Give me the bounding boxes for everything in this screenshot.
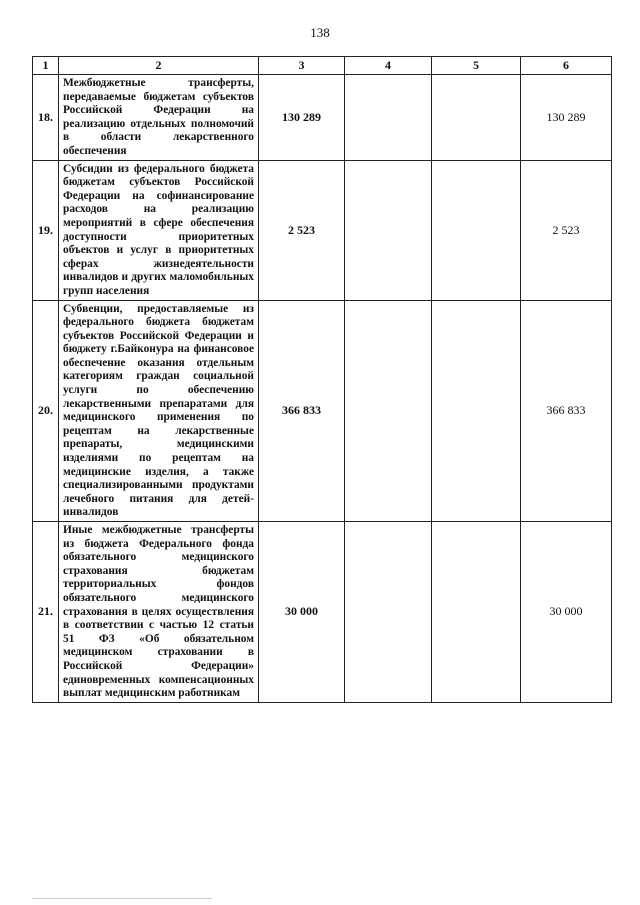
row-value-col6: 2 523 bbox=[521, 160, 612, 300]
row-value-col5 bbox=[432, 160, 521, 300]
row-value-col5 bbox=[432, 300, 521, 522]
row-description: Иные межбюджетные трансферты из бюджета Федерального фонда обязательного медицинского страхования бюджетам территориальных фондов обязательного медицинского страхования в целях осуществления в соответствии с частью 12 статьи 51 ФЗ «Об обязательном медицинском страховании в Российской Федерации» единовременных компенсационных выплат медицинским работникам bbox=[59, 522, 259, 703]
row-number: 20. bbox=[33, 300, 59, 522]
page-number: 138 bbox=[310, 25, 330, 40]
footer-divider bbox=[32, 898, 212, 899]
row-value-col5 bbox=[432, 522, 521, 703]
row-value-col6: 30 000 bbox=[521, 522, 612, 703]
row-number: 19. bbox=[33, 160, 59, 300]
row-value-col4 bbox=[345, 522, 432, 703]
row-value-col3: 130 289 bbox=[259, 75, 345, 161]
row-number: 18. bbox=[33, 75, 59, 161]
row-value-col3: 2 523 bbox=[259, 160, 345, 300]
row-value-col6: 130 289 bbox=[521, 75, 612, 161]
row-value-col3: 366 833 bbox=[259, 300, 345, 522]
header-col-1: 1 bbox=[33, 57, 59, 75]
row-description: Субсидии из федерального бюджета бюджетам субъектов Российской Федерации на софинансирование расходов на реализацию мероприятий в сфере обеспечения доступности приоритетных объектов и услуг в приоритетных сферах жизнедеятельности инвалидов и других маломобильных групп населения bbox=[59, 160, 259, 300]
header-col-3: 3 bbox=[259, 57, 345, 75]
row-description: Субвенции, предоставляемые из федерального бюджета бюджетам субъектов Российской Федерации и бюджету г.Байконура на финансовое обеспечение оказания отдельным категориям граждан социальной услуги по обеспечению лекарственными препаратами для медицинского применения по рецептам на лекарственные препараты, медицинскими изделиями по рецептам на медицинские изделия, а также специализированными продуктами лечебного питания для детей-инвалидов bbox=[59, 300, 259, 522]
table-row bbox=[33, 160, 612, 300]
header-col-5: 5 bbox=[432, 57, 521, 75]
header-col-4: 4 bbox=[345, 57, 432, 75]
row-value-col5 bbox=[432, 75, 521, 161]
row-value-col6: 366 833 bbox=[521, 300, 612, 522]
row-value-col4 bbox=[345, 75, 432, 161]
row-value-col3: 30 000 bbox=[259, 522, 345, 703]
row-value-col4 bbox=[345, 300, 432, 522]
budget-table bbox=[32, 56, 612, 703]
row-description: Межбюджетные трансферты, передаваемые бюджетам субъектов Российской Федерации на реализацию отдельных полномочий в области лекарственного обеспечения bbox=[59, 75, 259, 161]
header-col-2: 2 bbox=[59, 57, 259, 75]
table-row bbox=[33, 300, 612, 522]
row-value-col4 bbox=[345, 160, 432, 300]
table-header-row bbox=[33, 57, 612, 75]
header-col-6: 6 bbox=[521, 57, 612, 75]
row-number: 21. bbox=[33, 522, 59, 703]
table-row bbox=[33, 75, 612, 161]
table-row bbox=[33, 522, 612, 703]
